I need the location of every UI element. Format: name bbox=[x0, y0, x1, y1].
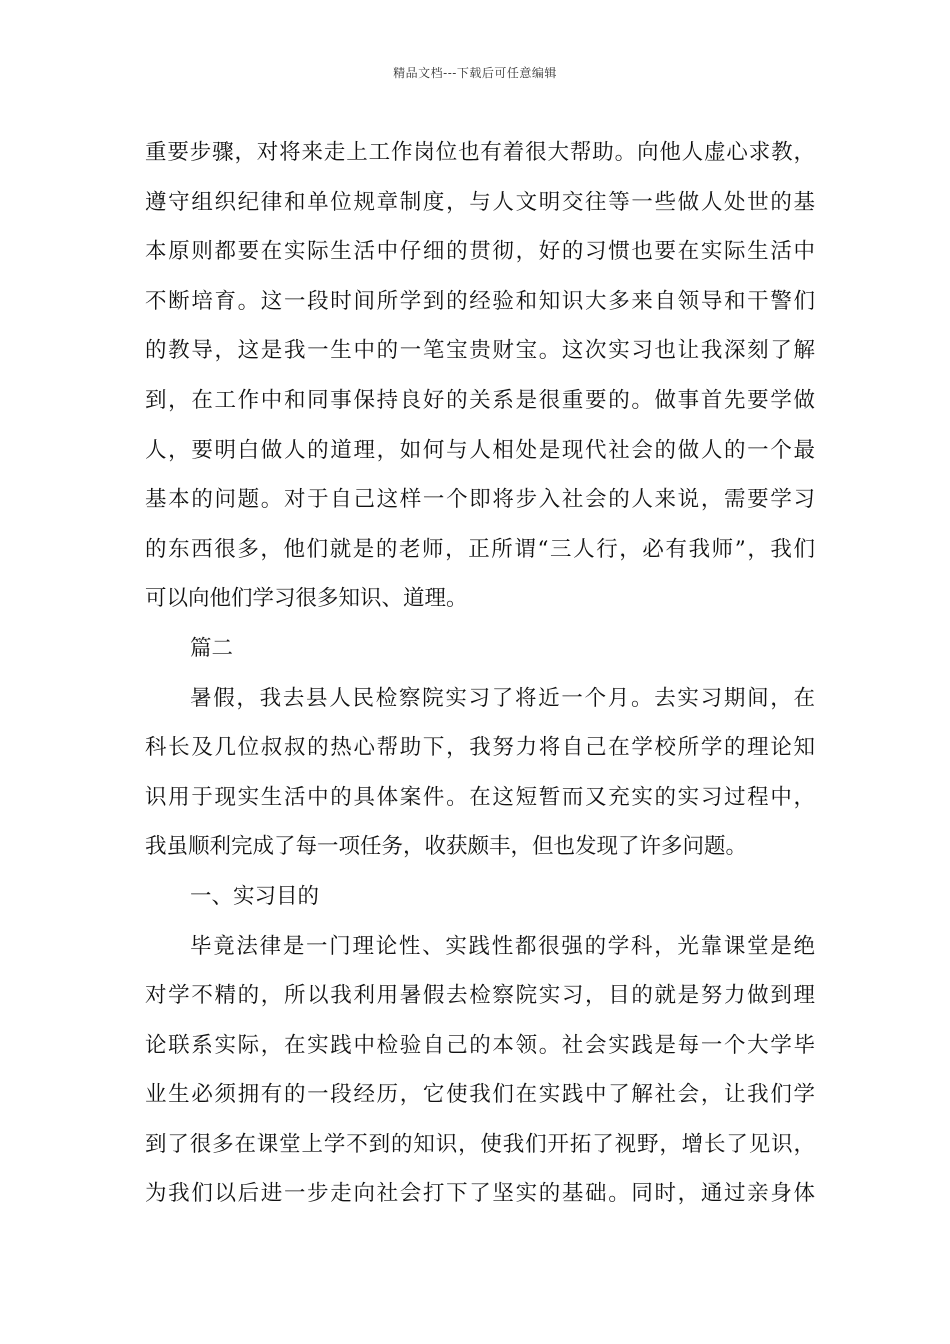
text-line: 遵守组织纪律和单位规章制度，与人文明交往等一些做人处世的基 bbox=[145, 189, 815, 215]
section-heading: 篇二 bbox=[190, 635, 234, 661]
text-line: 我虽顺利完成了每一项任务，收获颇丰，但也发现了许多问题。 bbox=[145, 834, 748, 860]
text-line: 识用于现实生活中的具体案件。在这短暂而又充实的实习过程中， bbox=[145, 784, 815, 810]
text-line: 暑假，我去县人民检察院实习了将近一个月。去实习期间，在 bbox=[190, 685, 815, 711]
text-line: 毕竟法律是一门理论性、实践性都很强的学科，光靠课堂是绝 bbox=[190, 933, 815, 959]
text-line: 业生必须拥有的一段经历，它使我们在实践中了解社会，让我们学 bbox=[145, 1082, 815, 1108]
text-line: 为我们以后进一步走向社会打下了坚实的基础。同时，通过亲身体 bbox=[145, 1181, 815, 1207]
page-header: 精品文档---下载后可任意编辑 bbox=[393, 66, 557, 80]
section-heading: 一、实习目的 bbox=[190, 883, 320, 909]
text-line: 论联系实际，在实践中检验自己的本领。社会实践是每一个大学毕 bbox=[145, 1032, 815, 1058]
text-line: 的教导，这是我一生中的一笔宝贵财宝。这次实习也让我深刻了解 bbox=[145, 338, 815, 364]
text-line: 对学不精的，所以我利用暑假去检察院实习，目的就是努力做到理 bbox=[145, 983, 815, 1009]
text-line: 到，在工作中和同事保持良好的关系是很重要的。做事首先要学做 bbox=[145, 387, 815, 413]
text-line: 到了很多在课堂上学不到的知识，使我们开拓了视野，增长了见识， bbox=[145, 1131, 815, 1157]
document-body bbox=[145, 128, 815, 1219]
text-line: 重要步骤，对将来走上工作岗位也有着很大帮助。向他人虚心求教， bbox=[145, 140, 815, 165]
text-line: 本原则都要在实际生活中仔细的贯彻，好的习惯也要在实际生活中 bbox=[145, 239, 815, 265]
text-line: 的东西很多，他们就是的老师，正所谓“三人行，必有我师”，我们 bbox=[145, 536, 815, 562]
text-line: 可以向他们学习很多知识、道理。 bbox=[145, 586, 468, 612]
text-line: 基本的问题。对于自己这样一个即将步入社会的人来说，需要学习 bbox=[145, 487, 815, 513]
text-line: 人，要明白做人的道理，如何与人相处是现代社会的做人的一个最 bbox=[145, 437, 815, 463]
text-line: 科长及几位叔叔的热心帮助下，我努力将自己在学校所学的理论知 bbox=[145, 735, 815, 761]
text-line: 不断培育。这一段时间所学到的经验和知识大多来自领导和干警们 bbox=[145, 288, 815, 314]
